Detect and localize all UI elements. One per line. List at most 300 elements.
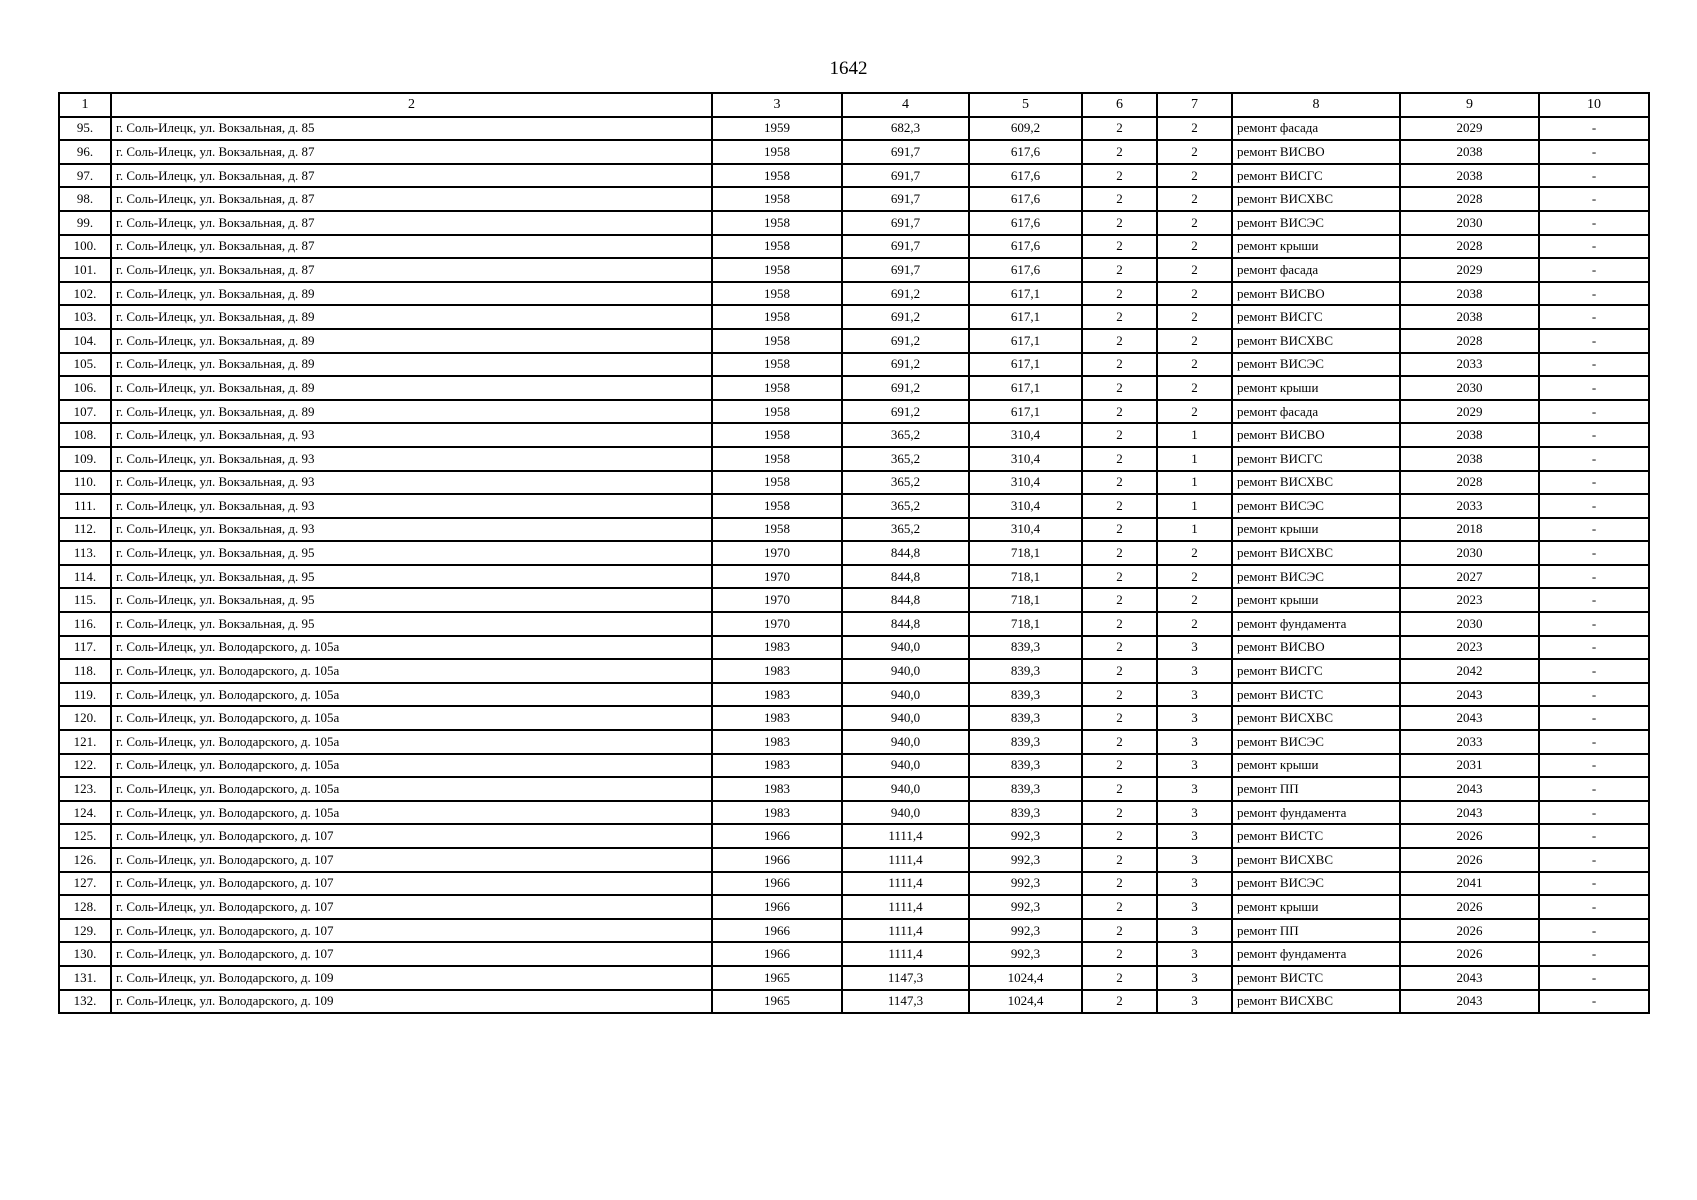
- work-type-cell: ремонт крыши: [1232, 518, 1400, 542]
- year-built-cell: 1983: [712, 754, 842, 778]
- living-area-cell: 609,2: [969, 117, 1082, 141]
- entrances-count-cell: 3: [1157, 872, 1232, 896]
- entrances-count-cell: 2: [1157, 565, 1232, 589]
- table-row: [59, 353, 1649, 377]
- total-area-cell: 691,7: [842, 187, 969, 211]
- entrances-count-cell: 2: [1157, 588, 1232, 612]
- entrances-count-cell: 1: [1157, 518, 1232, 542]
- address-cell: г. Соль-Илецк, ул. Вокзальная, д. 93: [111, 494, 712, 518]
- work-type-cell: ремонт ВИСГС: [1232, 164, 1400, 188]
- address-cell: г. Соль-Илецк, ул. Вокзальная, д. 87: [111, 235, 712, 259]
- entrances-count-cell: 3: [1157, 801, 1232, 825]
- year-built-cell: 1958: [712, 471, 842, 495]
- planned-year-cell: 2030: [1400, 612, 1539, 636]
- table-row: [59, 990, 1649, 1014]
- floors-count-cell: 2: [1082, 706, 1157, 730]
- year-built-cell: 1966: [712, 919, 842, 943]
- year-built-cell: 1958: [712, 376, 842, 400]
- address-cell: г. Соль-Илецк, ул. Володарского, д. 109: [111, 966, 712, 990]
- floors-count-cell: 2: [1082, 353, 1157, 377]
- entrances-count-cell: 3: [1157, 824, 1232, 848]
- floors-count-cell: 2: [1082, 966, 1157, 990]
- planned-year-cell: 2029: [1400, 258, 1539, 282]
- year-built-cell: 1983: [712, 801, 842, 825]
- living-area-cell: 992,3: [969, 872, 1082, 896]
- floors-count-cell: 2: [1082, 777, 1157, 801]
- total-area-cell: 1111,4: [842, 872, 969, 896]
- year-built-cell: 1970: [712, 541, 842, 565]
- table-row: [59, 164, 1649, 188]
- planned-year-cell: 2043: [1400, 777, 1539, 801]
- total-area-cell: 844,8: [842, 588, 969, 612]
- entrances-count-cell: 1: [1157, 471, 1232, 495]
- table-row: [59, 777, 1649, 801]
- table-row: [59, 282, 1649, 306]
- note-cell: -: [1539, 754, 1649, 778]
- note-cell: -: [1539, 872, 1649, 896]
- row-number-cell: 107.: [59, 400, 111, 424]
- entrances-count-cell: 2: [1157, 117, 1232, 141]
- year-built-cell: 1958: [712, 423, 842, 447]
- row-number-cell: 106.: [59, 376, 111, 400]
- total-area-cell: 691,7: [842, 211, 969, 235]
- note-cell: -: [1539, 494, 1649, 518]
- year-built-cell: 1958: [712, 447, 842, 471]
- note-cell: -: [1539, 612, 1649, 636]
- note-cell: -: [1539, 423, 1649, 447]
- floors-count-cell: 2: [1082, 754, 1157, 778]
- work-type-cell: ремонт ВИСХВС: [1232, 848, 1400, 872]
- table-row: [59, 305, 1649, 329]
- address-cell: г. Соль-Илецк, ул. Вокзальная, д. 95: [111, 612, 712, 636]
- entrances-count-cell: 2: [1157, 353, 1232, 377]
- address-cell: г. Соль-Илецк, ул. Володарского, д. 107: [111, 942, 712, 966]
- table-row: [59, 730, 1649, 754]
- year-built-cell: 1983: [712, 777, 842, 801]
- total-area-cell: 940,0: [842, 636, 969, 660]
- planned-year-cell: 2033: [1400, 353, 1539, 377]
- repair-schedule-table: [58, 92, 1650, 1014]
- address-cell: г. Соль-Илецк, ул. Володарского, д. 105а: [111, 730, 712, 754]
- row-number-cell: 98.: [59, 187, 111, 211]
- row-number-cell: 102.: [59, 282, 111, 306]
- address-cell: г. Соль-Илецк, ул. Вокзальная, д. 89: [111, 305, 712, 329]
- floors-count-cell: 2: [1082, 447, 1157, 471]
- total-area-cell: 940,0: [842, 801, 969, 825]
- total-area-cell: 365,2: [842, 518, 969, 542]
- work-type-cell: ремонт крыши: [1232, 754, 1400, 778]
- living-area-cell: 310,4: [969, 471, 1082, 495]
- address-cell: г. Соль-Илецк, ул. Вокзальная, д. 93: [111, 423, 712, 447]
- floors-count-cell: 2: [1082, 942, 1157, 966]
- row-number-cell: 116.: [59, 612, 111, 636]
- planned-year-cell: 2028: [1400, 471, 1539, 495]
- floors-count-cell: 2: [1082, 235, 1157, 259]
- total-area-cell: 691,2: [842, 376, 969, 400]
- note-cell: -: [1539, 919, 1649, 943]
- table-row: [59, 801, 1649, 825]
- address-cell: г. Соль-Илецк, ул. Вокзальная, д. 87: [111, 140, 712, 164]
- work-type-cell: ремонт ВИСГС: [1232, 447, 1400, 471]
- row-number-cell: 132.: [59, 990, 111, 1014]
- year-built-cell: 1958: [712, 258, 842, 282]
- row-number-cell: 123.: [59, 777, 111, 801]
- work-type-cell: ремонт ВИСЭС: [1232, 565, 1400, 589]
- work-type-cell: ремонт фундамента: [1232, 801, 1400, 825]
- table-row: [59, 919, 1649, 943]
- year-built-cell: 1966: [712, 895, 842, 919]
- work-type-cell: ремонт крыши: [1232, 235, 1400, 259]
- address-cell: г. Соль-Илецк, ул. Володарского, д. 107: [111, 919, 712, 943]
- total-area-cell: 365,2: [842, 471, 969, 495]
- row-number-cell: 111.: [59, 494, 111, 518]
- floors-count-cell: 2: [1082, 305, 1157, 329]
- column-header-3: 3: [712, 93, 842, 117]
- floors-count-cell: 2: [1082, 919, 1157, 943]
- planned-year-cell: 2026: [1400, 895, 1539, 919]
- address-cell: г. Соль-Илецк, ул. Володарского, д. 105а: [111, 659, 712, 683]
- floors-count-cell: 2: [1082, 329, 1157, 353]
- planned-year-cell: 2043: [1400, 706, 1539, 730]
- living-area-cell: 617,1: [969, 400, 1082, 424]
- address-cell: г. Соль-Илецк, ул. Володарского, д. 105а: [111, 801, 712, 825]
- total-area-cell: 691,2: [842, 400, 969, 424]
- entrances-count-cell: 3: [1157, 730, 1232, 754]
- note-cell: -: [1539, 211, 1649, 235]
- planned-year-cell: 2038: [1400, 282, 1539, 306]
- note-cell: -: [1539, 447, 1649, 471]
- total-area-cell: 844,8: [842, 565, 969, 589]
- floors-count-cell: 2: [1082, 140, 1157, 164]
- table-row: [59, 588, 1649, 612]
- entrances-count-cell: 1: [1157, 494, 1232, 518]
- table-row: [59, 187, 1649, 211]
- note-cell: -: [1539, 117, 1649, 141]
- total-area-cell: 940,0: [842, 777, 969, 801]
- total-area-cell: 365,2: [842, 494, 969, 518]
- year-built-cell: 1966: [712, 824, 842, 848]
- living-area-cell: 839,3: [969, 636, 1082, 660]
- planned-year-cell: 2043: [1400, 990, 1539, 1014]
- row-number-cell: 131.: [59, 966, 111, 990]
- total-area-cell: 1111,4: [842, 824, 969, 848]
- total-area-cell: 691,2: [842, 282, 969, 306]
- floors-count-cell: 2: [1082, 848, 1157, 872]
- address-cell: г. Соль-Илецк, ул. Володарского, д. 109: [111, 990, 712, 1014]
- planned-year-cell: 2030: [1400, 541, 1539, 565]
- work-type-cell: ремонт ВИСХВС: [1232, 329, 1400, 353]
- planned-year-cell: 2028: [1400, 329, 1539, 353]
- note-cell: -: [1539, 353, 1649, 377]
- column-header-4: 4: [842, 93, 969, 117]
- column-header-5: 5: [969, 93, 1082, 117]
- planned-year-cell: 2043: [1400, 683, 1539, 707]
- year-built-cell: 1970: [712, 612, 842, 636]
- planned-year-cell: 2033: [1400, 494, 1539, 518]
- entrances-count-cell: 3: [1157, 777, 1232, 801]
- living-area-cell: 839,3: [969, 754, 1082, 778]
- row-number-cell: 101.: [59, 258, 111, 282]
- row-number-cell: 120.: [59, 706, 111, 730]
- work-type-cell: ремонт фасада: [1232, 117, 1400, 141]
- work-type-cell: ремонт крыши: [1232, 376, 1400, 400]
- row-number-cell: 105.: [59, 353, 111, 377]
- living-area-cell: 1024,4: [969, 990, 1082, 1014]
- address-cell: г. Соль-Илецк, ул. Вокзальная, д. 93: [111, 471, 712, 495]
- floors-count-cell: 2: [1082, 541, 1157, 565]
- row-number-cell: 127.: [59, 872, 111, 896]
- table-row: [59, 117, 1649, 141]
- address-cell: г. Соль-Илецк, ул. Володарского, д. 105а: [111, 754, 712, 778]
- planned-year-cell: 2038: [1400, 305, 1539, 329]
- planned-year-cell: 2038: [1400, 164, 1539, 188]
- living-area-cell: 839,3: [969, 801, 1082, 825]
- entrances-count-cell: 3: [1157, 659, 1232, 683]
- living-area-cell: 718,1: [969, 588, 1082, 612]
- planned-year-cell: 2041: [1400, 872, 1539, 896]
- note-cell: -: [1539, 966, 1649, 990]
- total-area-cell: 682,3: [842, 117, 969, 141]
- address-cell: г. Соль-Илецк, ул. Вокзальная, д. 87: [111, 258, 712, 282]
- floors-count-cell: 2: [1082, 211, 1157, 235]
- address-cell: г. Соль-Илецк, ул. Володарского, д. 105а: [111, 683, 712, 707]
- entrances-count-cell: 2: [1157, 376, 1232, 400]
- total-area-cell: 691,7: [842, 258, 969, 282]
- floors-count-cell: 2: [1082, 258, 1157, 282]
- work-type-cell: ремонт ВИСГС: [1232, 659, 1400, 683]
- note-cell: -: [1539, 376, 1649, 400]
- planned-year-cell: 2018: [1400, 518, 1539, 542]
- entrances-count-cell: 2: [1157, 258, 1232, 282]
- table-row: [59, 942, 1649, 966]
- planned-year-cell: 2031: [1400, 754, 1539, 778]
- row-number-cell: 118.: [59, 659, 111, 683]
- entrances-count-cell: 2: [1157, 400, 1232, 424]
- living-area-cell: 617,6: [969, 258, 1082, 282]
- entrances-count-cell: 3: [1157, 919, 1232, 943]
- living-area-cell: 617,1: [969, 305, 1082, 329]
- note-cell: -: [1539, 541, 1649, 565]
- address-cell: г. Соль-Илецк, ул. Володарского, д. 107: [111, 872, 712, 896]
- table-row: [59, 400, 1649, 424]
- work-type-cell: ремонт ВИСХВС: [1232, 706, 1400, 730]
- year-built-cell: 1958: [712, 305, 842, 329]
- entrances-count-cell: 3: [1157, 990, 1232, 1014]
- entrances-count-cell: 2: [1157, 305, 1232, 329]
- total-area-cell: 691,2: [842, 353, 969, 377]
- table-row: [59, 824, 1649, 848]
- note-cell: -: [1539, 942, 1649, 966]
- year-built-cell: 1983: [712, 730, 842, 754]
- living-area-cell: 718,1: [969, 565, 1082, 589]
- year-built-cell: 1983: [712, 659, 842, 683]
- address-cell: г. Соль-Илецк, ул. Вокзальная, д. 89: [111, 353, 712, 377]
- address-cell: г. Соль-Илецк, ул. Володарского, д. 107: [111, 848, 712, 872]
- row-number-cell: 110.: [59, 471, 111, 495]
- floors-count-cell: 2: [1082, 423, 1157, 447]
- planned-year-cell: 2026: [1400, 824, 1539, 848]
- entrances-count-cell: 2: [1157, 164, 1232, 188]
- column-header-8: 8: [1232, 93, 1400, 117]
- year-built-cell: 1958: [712, 353, 842, 377]
- year-built-cell: 1983: [712, 683, 842, 707]
- work-type-cell: ремонт ВИСЭС: [1232, 730, 1400, 754]
- planned-year-cell: 2043: [1400, 966, 1539, 990]
- note-cell: -: [1539, 895, 1649, 919]
- column-header-6: 6: [1082, 93, 1157, 117]
- entrances-count-cell: 3: [1157, 706, 1232, 730]
- living-area-cell: 617,6: [969, 211, 1082, 235]
- total-area-cell: 844,8: [842, 541, 969, 565]
- year-built-cell: 1958: [712, 329, 842, 353]
- address-cell: г. Соль-Илецк, ул. Володарского, д. 105а: [111, 706, 712, 730]
- floors-count-cell: 2: [1082, 895, 1157, 919]
- work-type-cell: ремонт ВИСЭС: [1232, 353, 1400, 377]
- table-row: [59, 235, 1649, 259]
- living-area-cell: 992,3: [969, 824, 1082, 848]
- floors-count-cell: 2: [1082, 518, 1157, 542]
- work-type-cell: ремонт крыши: [1232, 588, 1400, 612]
- floors-count-cell: 2: [1082, 565, 1157, 589]
- floors-count-cell: 2: [1082, 187, 1157, 211]
- floors-count-cell: 2: [1082, 376, 1157, 400]
- address-cell: г. Соль-Илецк, ул. Вокзальная, д. 87: [111, 164, 712, 188]
- note-cell: -: [1539, 730, 1649, 754]
- floors-count-cell: 2: [1082, 990, 1157, 1014]
- planned-year-cell: 2026: [1400, 848, 1539, 872]
- table-row: [59, 541, 1649, 565]
- work-type-cell: ремонт фасада: [1232, 258, 1400, 282]
- year-built-cell: 1959: [712, 117, 842, 141]
- entrances-count-cell: 2: [1157, 235, 1232, 259]
- address-cell: г. Соль-Илецк, ул. Вокзальная, д. 87: [111, 211, 712, 235]
- year-built-cell: 1958: [712, 235, 842, 259]
- work-type-cell: ремонт ВИСВО: [1232, 423, 1400, 447]
- entrances-count-cell: 2: [1157, 329, 1232, 353]
- table-row: [59, 683, 1649, 707]
- note-cell: -: [1539, 329, 1649, 353]
- living-area-cell: 310,4: [969, 423, 1082, 447]
- planned-year-cell: 2026: [1400, 942, 1539, 966]
- floors-count-cell: 2: [1082, 400, 1157, 424]
- entrances-count-cell: 1: [1157, 423, 1232, 447]
- entrances-count-cell: 3: [1157, 895, 1232, 919]
- row-number-cell: 129.: [59, 919, 111, 943]
- work-type-cell: ремонт ВИСЭС: [1232, 872, 1400, 896]
- note-cell: -: [1539, 777, 1649, 801]
- living-area-cell: 992,3: [969, 895, 1082, 919]
- total-area-cell: 691,7: [842, 235, 969, 259]
- table-row: [59, 447, 1649, 471]
- planned-year-cell: 2029: [1400, 400, 1539, 424]
- row-number-cell: 130.: [59, 942, 111, 966]
- planned-year-cell: 2028: [1400, 235, 1539, 259]
- year-built-cell: 1965: [712, 990, 842, 1014]
- work-type-cell: ремонт ВИСВО: [1232, 636, 1400, 660]
- column-header-10: 10: [1539, 93, 1649, 117]
- row-number-cell: 96.: [59, 140, 111, 164]
- table-row: [59, 706, 1649, 730]
- table-row: [59, 423, 1649, 447]
- living-area-cell: 617,6: [969, 235, 1082, 259]
- entrances-count-cell: 2: [1157, 140, 1232, 164]
- work-type-cell: ремонт ПП: [1232, 919, 1400, 943]
- note-cell: -: [1539, 990, 1649, 1014]
- living-area-cell: 839,3: [969, 659, 1082, 683]
- year-built-cell: 1958: [712, 211, 842, 235]
- row-number-cell: 122.: [59, 754, 111, 778]
- note-cell: -: [1539, 164, 1649, 188]
- planned-year-cell: 2030: [1400, 376, 1539, 400]
- work-type-cell: ремонт фасада: [1232, 400, 1400, 424]
- floors-count-cell: 2: [1082, 801, 1157, 825]
- work-type-cell: ремонт ВИСВО: [1232, 140, 1400, 164]
- year-built-cell: 1966: [712, 942, 842, 966]
- year-built-cell: 1958: [712, 140, 842, 164]
- row-number-cell: 99.: [59, 211, 111, 235]
- year-built-cell: 1966: [712, 872, 842, 896]
- address-cell: г. Соль-Илецк, ул. Володарского, д. 105а: [111, 777, 712, 801]
- row-number-cell: 109.: [59, 447, 111, 471]
- living-area-cell: 839,3: [969, 730, 1082, 754]
- row-number-cell: 119.: [59, 683, 111, 707]
- work-type-cell: ремонт ВИСХВС: [1232, 187, 1400, 211]
- floors-count-cell: 2: [1082, 612, 1157, 636]
- work-type-cell: ремонт ВИСТС: [1232, 966, 1400, 990]
- floors-count-cell: 2: [1082, 872, 1157, 896]
- floors-count-cell: 2: [1082, 824, 1157, 848]
- year-built-cell: 1983: [712, 706, 842, 730]
- floors-count-cell: 2: [1082, 730, 1157, 754]
- total-area-cell: 1147,3: [842, 990, 969, 1014]
- entrances-count-cell: 3: [1157, 966, 1232, 990]
- note-cell: -: [1539, 636, 1649, 660]
- planned-year-cell: 2043: [1400, 801, 1539, 825]
- living-area-cell: 839,3: [969, 683, 1082, 707]
- entrances-count-cell: 3: [1157, 636, 1232, 660]
- work-type-cell: ремонт ВИСХВС: [1232, 990, 1400, 1014]
- row-number-cell: 103.: [59, 305, 111, 329]
- table-row: [59, 966, 1649, 990]
- year-built-cell: 1958: [712, 187, 842, 211]
- table-row: [59, 329, 1649, 353]
- total-area-cell: 940,0: [842, 659, 969, 683]
- total-area-cell: 365,2: [842, 423, 969, 447]
- table-row: [59, 211, 1649, 235]
- row-number-cell: 114.: [59, 565, 111, 589]
- work-type-cell: ремонт ВИСХВС: [1232, 541, 1400, 565]
- total-area-cell: 1111,4: [842, 942, 969, 966]
- table-row: [59, 494, 1649, 518]
- row-number-cell: 117.: [59, 636, 111, 660]
- row-number-cell: 95.: [59, 117, 111, 141]
- note-cell: -: [1539, 471, 1649, 495]
- year-built-cell: 1958: [712, 164, 842, 188]
- address-cell: г. Соль-Илецк, ул. Володарского, д. 105а: [111, 636, 712, 660]
- total-area-cell: 691,2: [842, 305, 969, 329]
- address-cell: г. Соль-Илецк, ул. Вокзальная, д. 95: [111, 565, 712, 589]
- note-cell: -: [1539, 282, 1649, 306]
- planned-year-cell: 2027: [1400, 565, 1539, 589]
- work-type-cell: ремонт фундамента: [1232, 942, 1400, 966]
- address-cell: г. Соль-Илецк, ул. Вокзальная, д. 95: [111, 588, 712, 612]
- total-area-cell: 940,0: [842, 683, 969, 707]
- row-number-cell: 126.: [59, 848, 111, 872]
- living-area-cell: 839,3: [969, 706, 1082, 730]
- total-area-cell: 1111,4: [842, 919, 969, 943]
- living-area-cell: 617,1: [969, 282, 1082, 306]
- living-area-cell: 992,3: [969, 848, 1082, 872]
